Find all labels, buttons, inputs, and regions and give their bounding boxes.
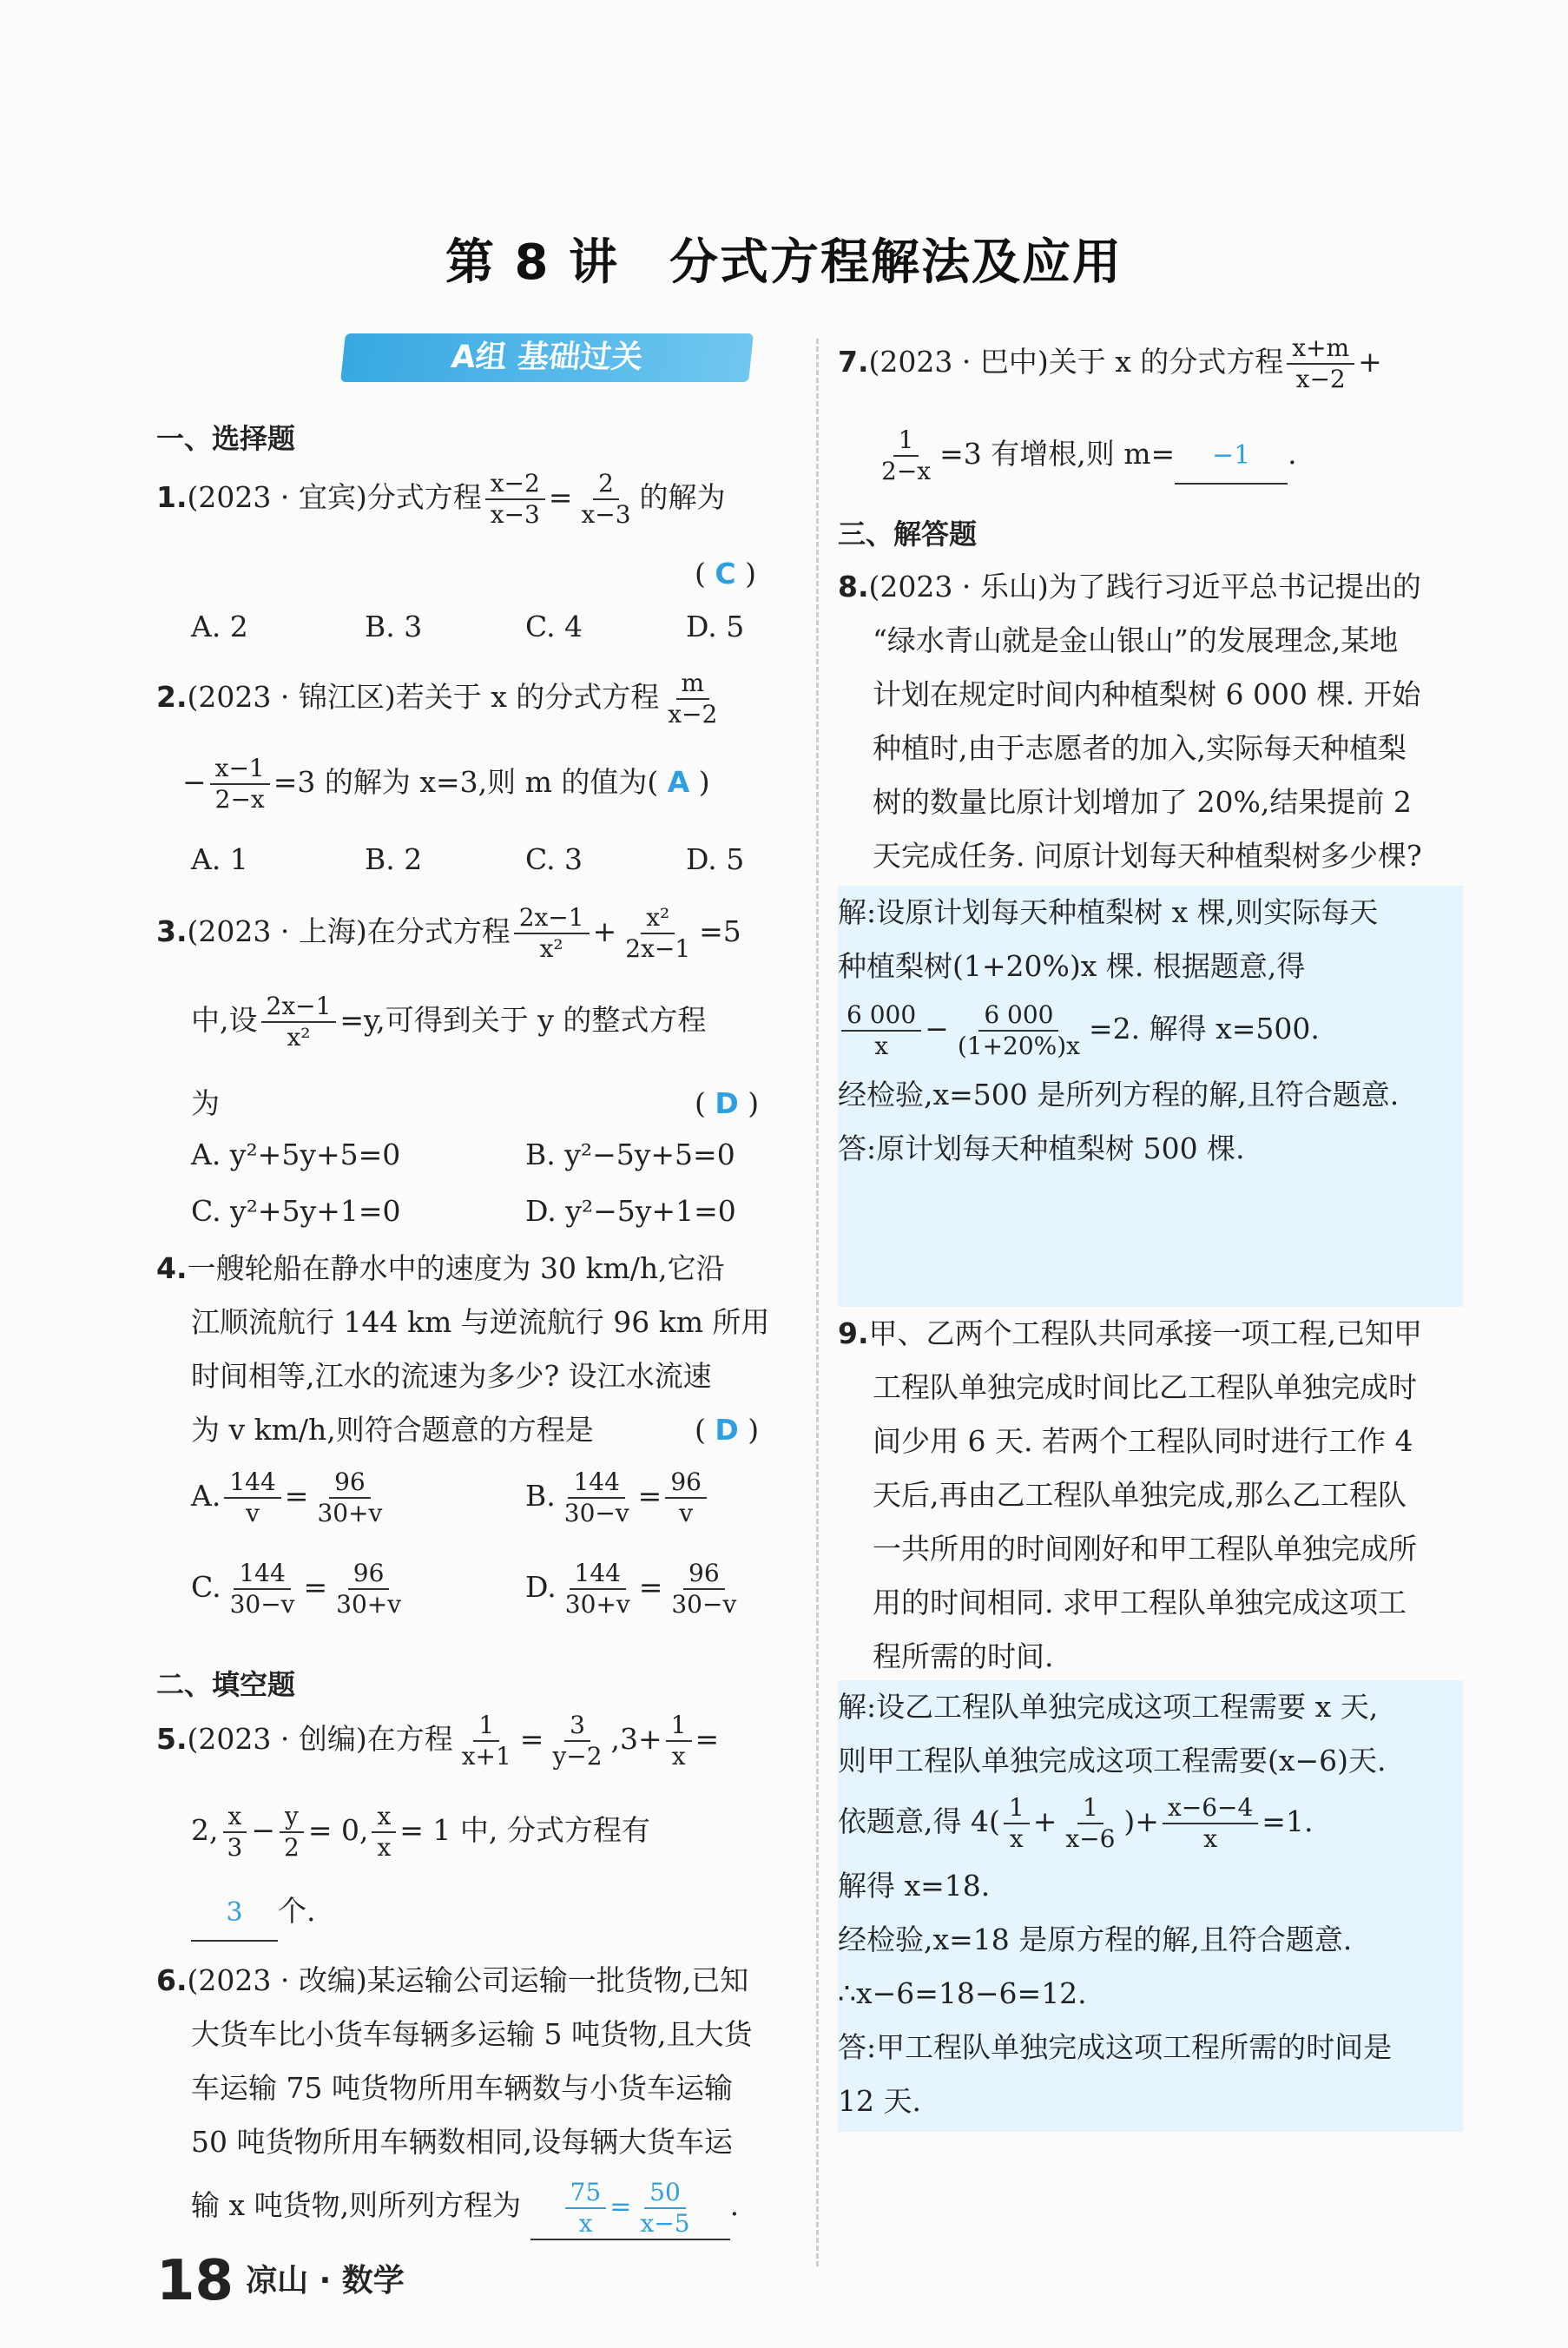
q6-line-5: 输 x 吨货物,则所列方程为 $\frac{75}{x}$ = $\frac{50}{x-5}$ . xyxy=(191,2178,799,2240)
question-5: 5.(2023 · 创编)在方程 $\frac{1}{x+1}$ = $\frac{3}{y-2}$ ,3+ $\frac{1}{x}$ = xyxy=(156,1711,720,1771)
lesson-title: 第 8 讲 分式方程解法及应用 xyxy=(445,234,1123,291)
question-4: 4.一艘轮船在静水中的速度为 30 km/h,它沿 江顺流航行 144 km 与逆流航行 96 km 所用 时间相等,江水的流速为多少? 设江水流速 为 v km/h,则符合题意的方程是 ( D ) xyxy=(156,1251,770,1447)
q3-frac-1: $\frac{2x-1}{\text{x²}}$ xyxy=(514,903,590,964)
q9-solution: 解:设乙工程队单独完成这项工程需要 x 天, 则甲工程队单独完成这项工程需要(x−6)天. 依题意,得 4( $\frac{1}{x}$ + $\frac{1}{x-6}$ )+ $\frac{x-6-4}{x}$ =1. 解得 x=18. 经检验,x=18 是原方程的解,且符合题意. ∴x−6=18−6=12. 答:甲工程队单独完成这项工程所需的时间是 12 天. xyxy=(838,1680,1463,2132)
q2-option-c: C. 3 xyxy=(525,842,583,876)
question-7: 7.(2023 · 巴中)关于 x 的分式方程 $\frac{x+m}{x-2}$ + xyxy=(838,333,1382,393)
q2-frac-1: $\frac{m}{x-2}$ xyxy=(668,669,718,729)
q1-number: 1. xyxy=(156,480,188,514)
q4-option-b: B. $\frac{144}{30-v}$ = $\frac{96}{v}$ xyxy=(525,1468,710,1528)
question-8: 8.(2023 · 乐山)为了践行习近平总书记提出的 “绿水青山就是金山银山”的发展理念,某地 计划在规定时间内种植梨树 6 000 棵. 开始 种植时,由于志愿者的加入,实际每天种植梨 树的数量比原计划增加了 20%,结果提前 2 天完成任务. 问原计划每天种植梨树多少棵? xyxy=(838,570,1422,873)
q3-frac-3: $\frac{2x-1}{\text{x²}}$ xyxy=(261,992,337,1052)
q1-option-d: D. 5 xyxy=(686,610,745,643)
group-banner: A组 基础过关 xyxy=(340,333,754,382)
q3-answer: ( D ) xyxy=(695,1086,760,1120)
q3-line-3: 为 xyxy=(191,1086,220,1120)
q6-answer-blank[interactable]: $\frac{75}{x}$ = $\frac{50}{x-5}$ xyxy=(530,2178,730,2240)
q4-option-c: C. $\frac{144}{30-v}$ = $\frac{96}{30+v}$ xyxy=(191,1559,402,1619)
q2-line-2: − $\frac{x-1}{2-x}$ =3 的解为 x=3,则 m 的值为( A ) xyxy=(182,754,710,814)
q1-text: (2023 · 宜宾)分式方程 xyxy=(187,480,482,514)
footer-brand: 凉山 · 数学 xyxy=(246,2263,405,2299)
question-9: 9.甲、乙两个工程队共同承接一项工程,已知甲 工程队单独完成时间比乙工程队单独完成时 间少用 6 天. 若两个工程队同时进行工作 4 天后,再由乙工程队单独完成,那么乙工程队 一共所用的时间刚好和甲工程队单独完成所 用的时间相同. 求甲工程队单独完成这项工 程所需的时间. xyxy=(838,1307,1480,1684)
q1-frac-1: $\frac{x-2}{x-3}$ xyxy=(485,469,545,530)
q2-option-d: D. 5 xyxy=(686,842,745,876)
q2-frac-2: $\frac{x-1}{2-x}$ xyxy=(210,754,270,815)
q3-line-2: 中,设 $\frac{2x-1}{\text{x²}}$ =y,可得到关于 y 的整式方程 xyxy=(191,992,707,1052)
q5-line-3: 3 个. xyxy=(191,1884,316,1942)
q7-line-2: $\frac{1}{2-x}$ =3 有增根,则 m= −1 . xyxy=(881,425,1297,485)
q1-option-a: A. 2 xyxy=(191,610,248,643)
q4-option-d: D. $\frac{144}{30+v}$ = $\frac{96}{30-v}$ xyxy=(525,1559,737,1619)
q1-option-c: C. 4 xyxy=(525,610,583,643)
q2-number: 2. xyxy=(156,680,188,714)
question-6: 6.(2023 · 改编)某运输公司运输一批货物,已知 大货车比小货车每辆多运输 5 吨货物,且大货 车运输 75 吨货物所用车辆数与小货车运输 50 吨货物所用车辆数相同,设每辆大货车运 xyxy=(156,1963,753,2159)
q5-answer-blank[interactable]: 3 xyxy=(191,1886,278,1942)
question-3: 3.(2023 · 上海)在分式方程 $\frac{2x-1}{\text{x²}}$ + $\frac{\text{x²}}{2x-1}$ =5 xyxy=(156,903,741,963)
q4-option-a: A. $\frac{144}{v}$ = $\frac{96}{30+v}$ xyxy=(191,1468,383,1527)
section-answer: 三、解答题 xyxy=(838,518,978,551)
q1-option-b: B. 3 xyxy=(365,610,423,643)
q8-solution: 解:设原计划每天种植梨树 x 棵,则实际每天 种植梨树(1+20%)x 棵. 根据题意,得 $\frac{6 000}{x}$ − $\frac{6 000}{(1+20\%)x}$ =2. 解得 x=500. 经检验,x=500 是所列方程的解,且符合题意. 答:原计划每天种植梨树 500 棵. xyxy=(838,886,1463,1520)
q3-option-a: A. y²+5y+5=0 xyxy=(191,1138,401,1171)
q3-option-d: D. y²−5y+1=0 xyxy=(525,1194,736,1228)
section-choice: 一、选择题 xyxy=(156,422,296,455)
q3-frac-2: $\frac{\text{x²}}{2x-1}$ xyxy=(625,903,691,963)
q2-option-a: A. 1 xyxy=(191,842,248,876)
q1-frac-2: $\frac{2}{x-3}$ xyxy=(581,469,631,529)
section-fill: 二、填空题 xyxy=(156,1668,296,1701)
page-footer xyxy=(156,2249,405,2313)
q1-answer: ( C ) xyxy=(695,557,756,590)
page-number: 18 xyxy=(156,2249,234,2313)
question-1: 1.(2023 · 宜宾)分式方程 $\frac{x-2}{x-3}$ = $\frac{2}{x-3}$ 的解为 xyxy=(156,469,726,529)
column-divider xyxy=(816,339,819,2266)
q3-option-c: C. y²+5y+1=0 xyxy=(191,1194,401,1228)
q2-option-b: B. 2 xyxy=(365,842,423,876)
q7-answer-blank[interactable]: −1 xyxy=(1175,429,1288,485)
q3-option-b: B. y²−5y+5=0 xyxy=(525,1138,735,1171)
q5-line-2: 2, $\frac{x}{3}$ − $\frac{y}{2}$ = 0, $\frac{x}{x}$ = 1 中, 分式方程有 xyxy=(191,1802,650,1862)
question-2: 2.(2023 · 锦江区)若关于 x 的分式方程 $\frac{m}{x-2}$ xyxy=(156,669,799,729)
